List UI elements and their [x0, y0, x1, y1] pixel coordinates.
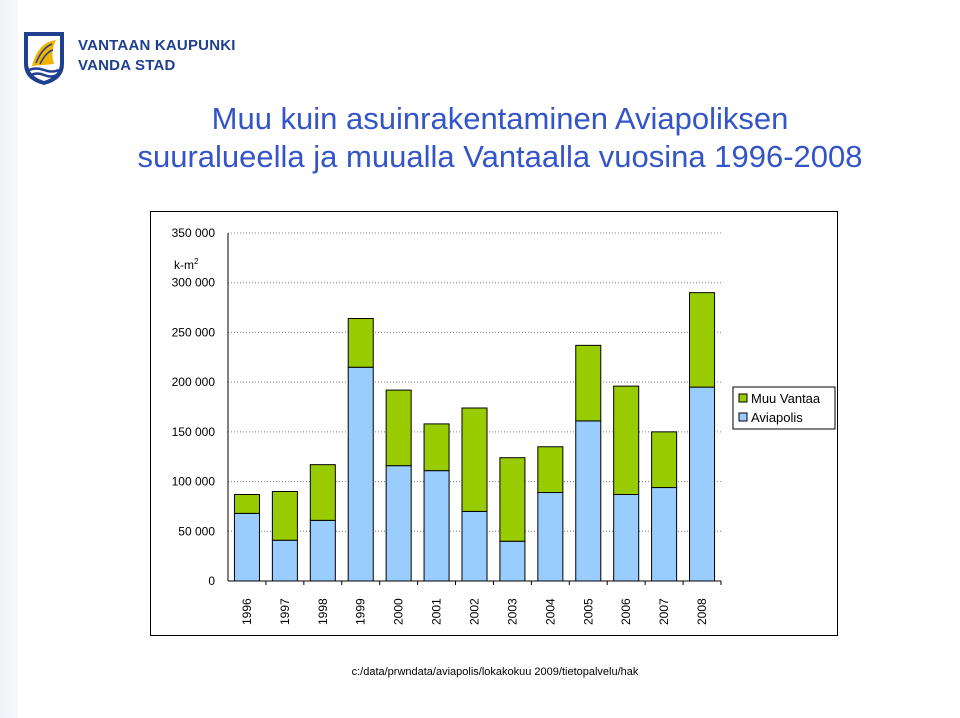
- y-tick-label: 0: [208, 574, 215, 588]
- chart-frame: [150, 211, 838, 636]
- bar-muu-vantaa: [538, 447, 563, 493]
- legend-swatch-aviapolis: [739, 413, 747, 421]
- x-tick-label: 1999: [353, 598, 368, 625]
- org-name: [78, 36, 236, 76]
- bar-muu-vantaa: [424, 424, 449, 471]
- bar-aviapolis: [652, 488, 677, 581]
- x-tick-label: 1998: [315, 598, 330, 625]
- y-tick-label: 100 000: [171, 474, 215, 489]
- x-tick-label: 2004: [543, 598, 558, 625]
- y-tick-label: 250 000: [171, 325, 215, 340]
- y-tick-label: 300 000: [171, 275, 215, 290]
- bar-muu-vantaa: [652, 432, 677, 488]
- bar-muu-vantaa: [272, 492, 297, 541]
- x-tick-label: 1997: [277, 598, 292, 625]
- bar-aviapolis: [690, 387, 715, 581]
- bar-muu-vantaa: [690, 293, 715, 387]
- bar-aviapolis: [348, 367, 373, 581]
- x-tick-label: 2003: [505, 598, 520, 625]
- x-tick-label: 2001: [429, 598, 444, 625]
- legend-label-muu-vantaa: Muu Vantaa: [751, 391, 821, 406]
- bar-aviapolis: [234, 513, 259, 581]
- y-tick-label: 200 000: [171, 375, 215, 390]
- y-tick-label: 150 000: [171, 424, 215, 439]
- bar-aviapolis: [462, 511, 487, 581]
- bar-aviapolis: [576, 421, 601, 581]
- bar-aviapolis: [500, 541, 525, 581]
- bar-aviapolis: [310, 520, 335, 581]
- page-title-line1: Muu kuin asuinrakentaminen Aviapoliksen: [211, 101, 789, 136]
- side-band: [0, 0, 18, 718]
- y-tick-label: 350 000: [171, 226, 215, 240]
- stacked-bar-chart: [151, 212, 839, 637]
- bar-muu-vantaa: [576, 345, 601, 421]
- page-title-line2: suuralueella ja muualla Vantaalla vuosina 1996-2008: [137, 139, 863, 174]
- legend-label-aviapolis: Aviapolis: [751, 410, 803, 425]
- x-tick-label: 2008: [695, 598, 710, 625]
- bar-muu-vantaa: [500, 458, 525, 542]
- x-tick-label: 1996: [239, 598, 254, 625]
- x-tick-label: 2000: [391, 598, 406, 625]
- bar-muu-vantaa: [310, 465, 335, 521]
- bar-aviapolis: [614, 494, 639, 581]
- org-name-sv: VANDA STAD: [78, 57, 176, 74]
- y-axis-label: $k-m^2$: [174, 257, 199, 272]
- x-tick-label: 2006: [619, 598, 634, 625]
- legend-swatch-muu-vantaa: [739, 394, 747, 402]
- bar-aviapolis: [538, 493, 563, 581]
- bar-aviapolis: [386, 466, 411, 581]
- bar-muu-vantaa: [234, 494, 259, 513]
- page-title: [90, 100, 910, 176]
- x-tick-label: 2007: [657, 598, 672, 625]
- bar-muu-vantaa: [386, 390, 411, 466]
- bar-muu-vantaa: [614, 386, 639, 494]
- y-tick-label: 50 000: [178, 524, 215, 539]
- org-name-fi: VANTAAN KAUPUNKI: [78, 37, 236, 54]
- x-tick-label: 2002: [467, 598, 482, 625]
- x-tick-label: 2005: [581, 598, 596, 625]
- footer-path: c:/data/prwndata/aviapolis/lokakokuu 2009/tietopalvelu/hak: [351, 666, 639, 678]
- bar-muu-vantaa: [348, 319, 373, 368]
- bar-muu-vantaa: [462, 408, 487, 511]
- vantaa-crest-logo: [20, 30, 68, 86]
- bar-aviapolis: [272, 540, 297, 581]
- bar-aviapolis: [424, 471, 449, 581]
